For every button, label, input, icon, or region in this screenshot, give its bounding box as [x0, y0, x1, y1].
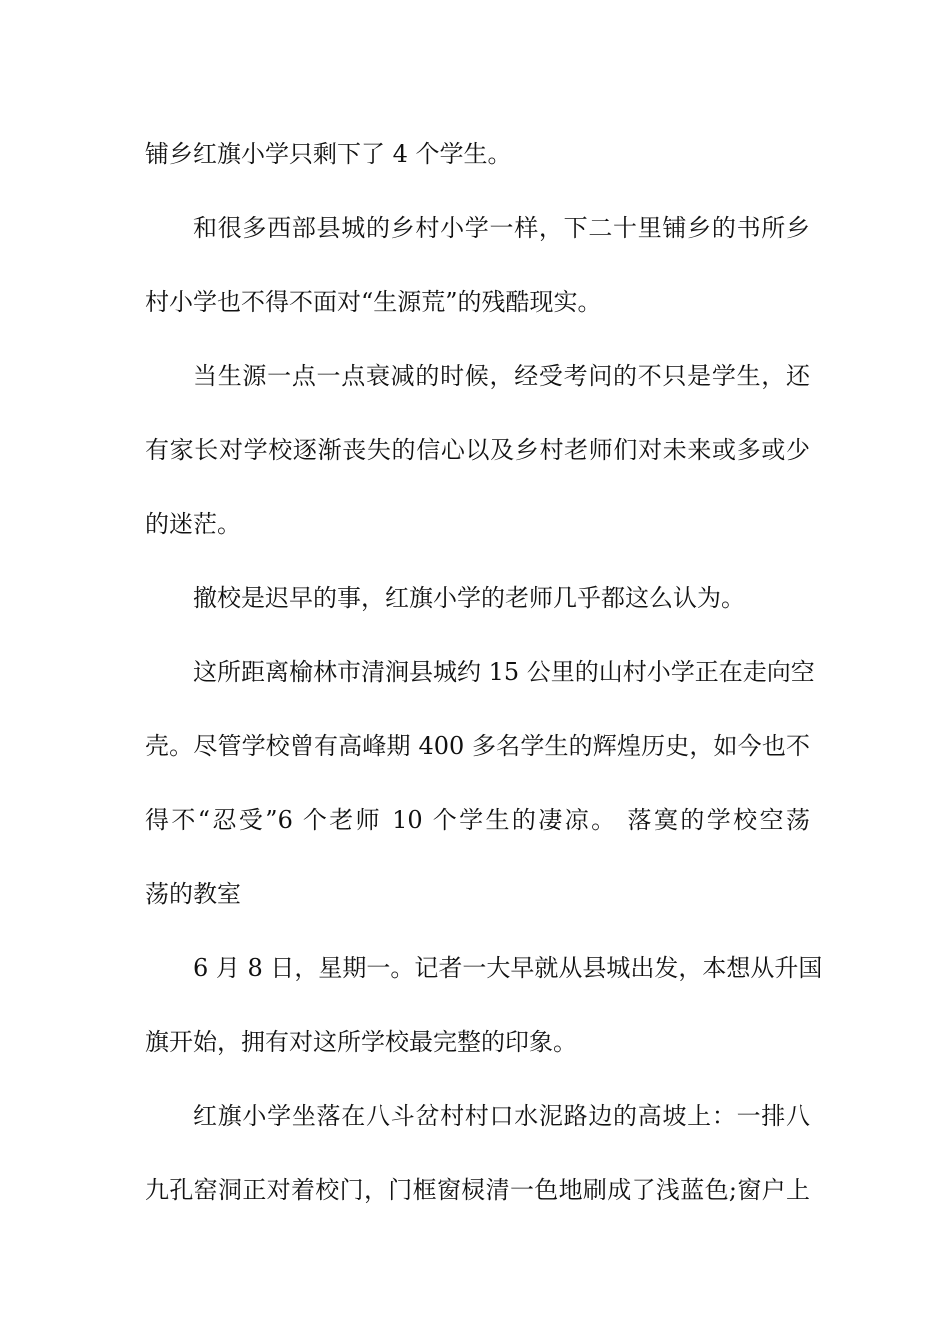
- text-line: 撤校是迟早的事，红旗小学的老师几乎都这么认为。: [193, 584, 745, 612]
- text-line: 得不“忍受”6 个老师 10 个学生的凄凉。 落寞的学校空荡: [145, 806, 810, 834]
- text-line: 九孔窑洞正对着校门，门框窗棂清一色地刷成了浅蓝色;窗户上: [145, 1176, 810, 1204]
- text-line: 村小学也不得不面对“生源荒”的残酷现实。: [145, 288, 602, 316]
- text-line: 旗开始，拥有对这所学校最完整的印象。: [145, 1028, 577, 1056]
- text-line: 有家长对学校逐渐丧失的信心以及乡村老师们对未来或多或少: [145, 436, 810, 464]
- text-line: 当生源一点一点衰减的时候，经受考问的不只是学生，还: [193, 362, 810, 390]
- text-line: 铺乡红旗小学只剩下了 4 个学生。: [145, 140, 512, 168]
- text-line: 和很多西部县城的乡村小学一样，下二十里铺乡的书所乡: [193, 214, 810, 242]
- text-line: 荡的教室: [145, 880, 241, 908]
- text-line: 的迷茫。: [145, 510, 241, 538]
- text-line: 红旗小学坐落在八斗岔村村口水泥路边的高坡上：一排八: [193, 1102, 810, 1130]
- text-line: 这所距离榆林市清涧县城约 15 公里的山村小学正在走向空: [193, 658, 815, 686]
- text-line: 壳。尽管学校曾有高峰期 400 多名学生的辉煌历史，如今也不: [145, 732, 810, 760]
- text-line: 6 月 8 日，星期一。记者一大早就从县城出发，本想从升国: [193, 954, 823, 982]
